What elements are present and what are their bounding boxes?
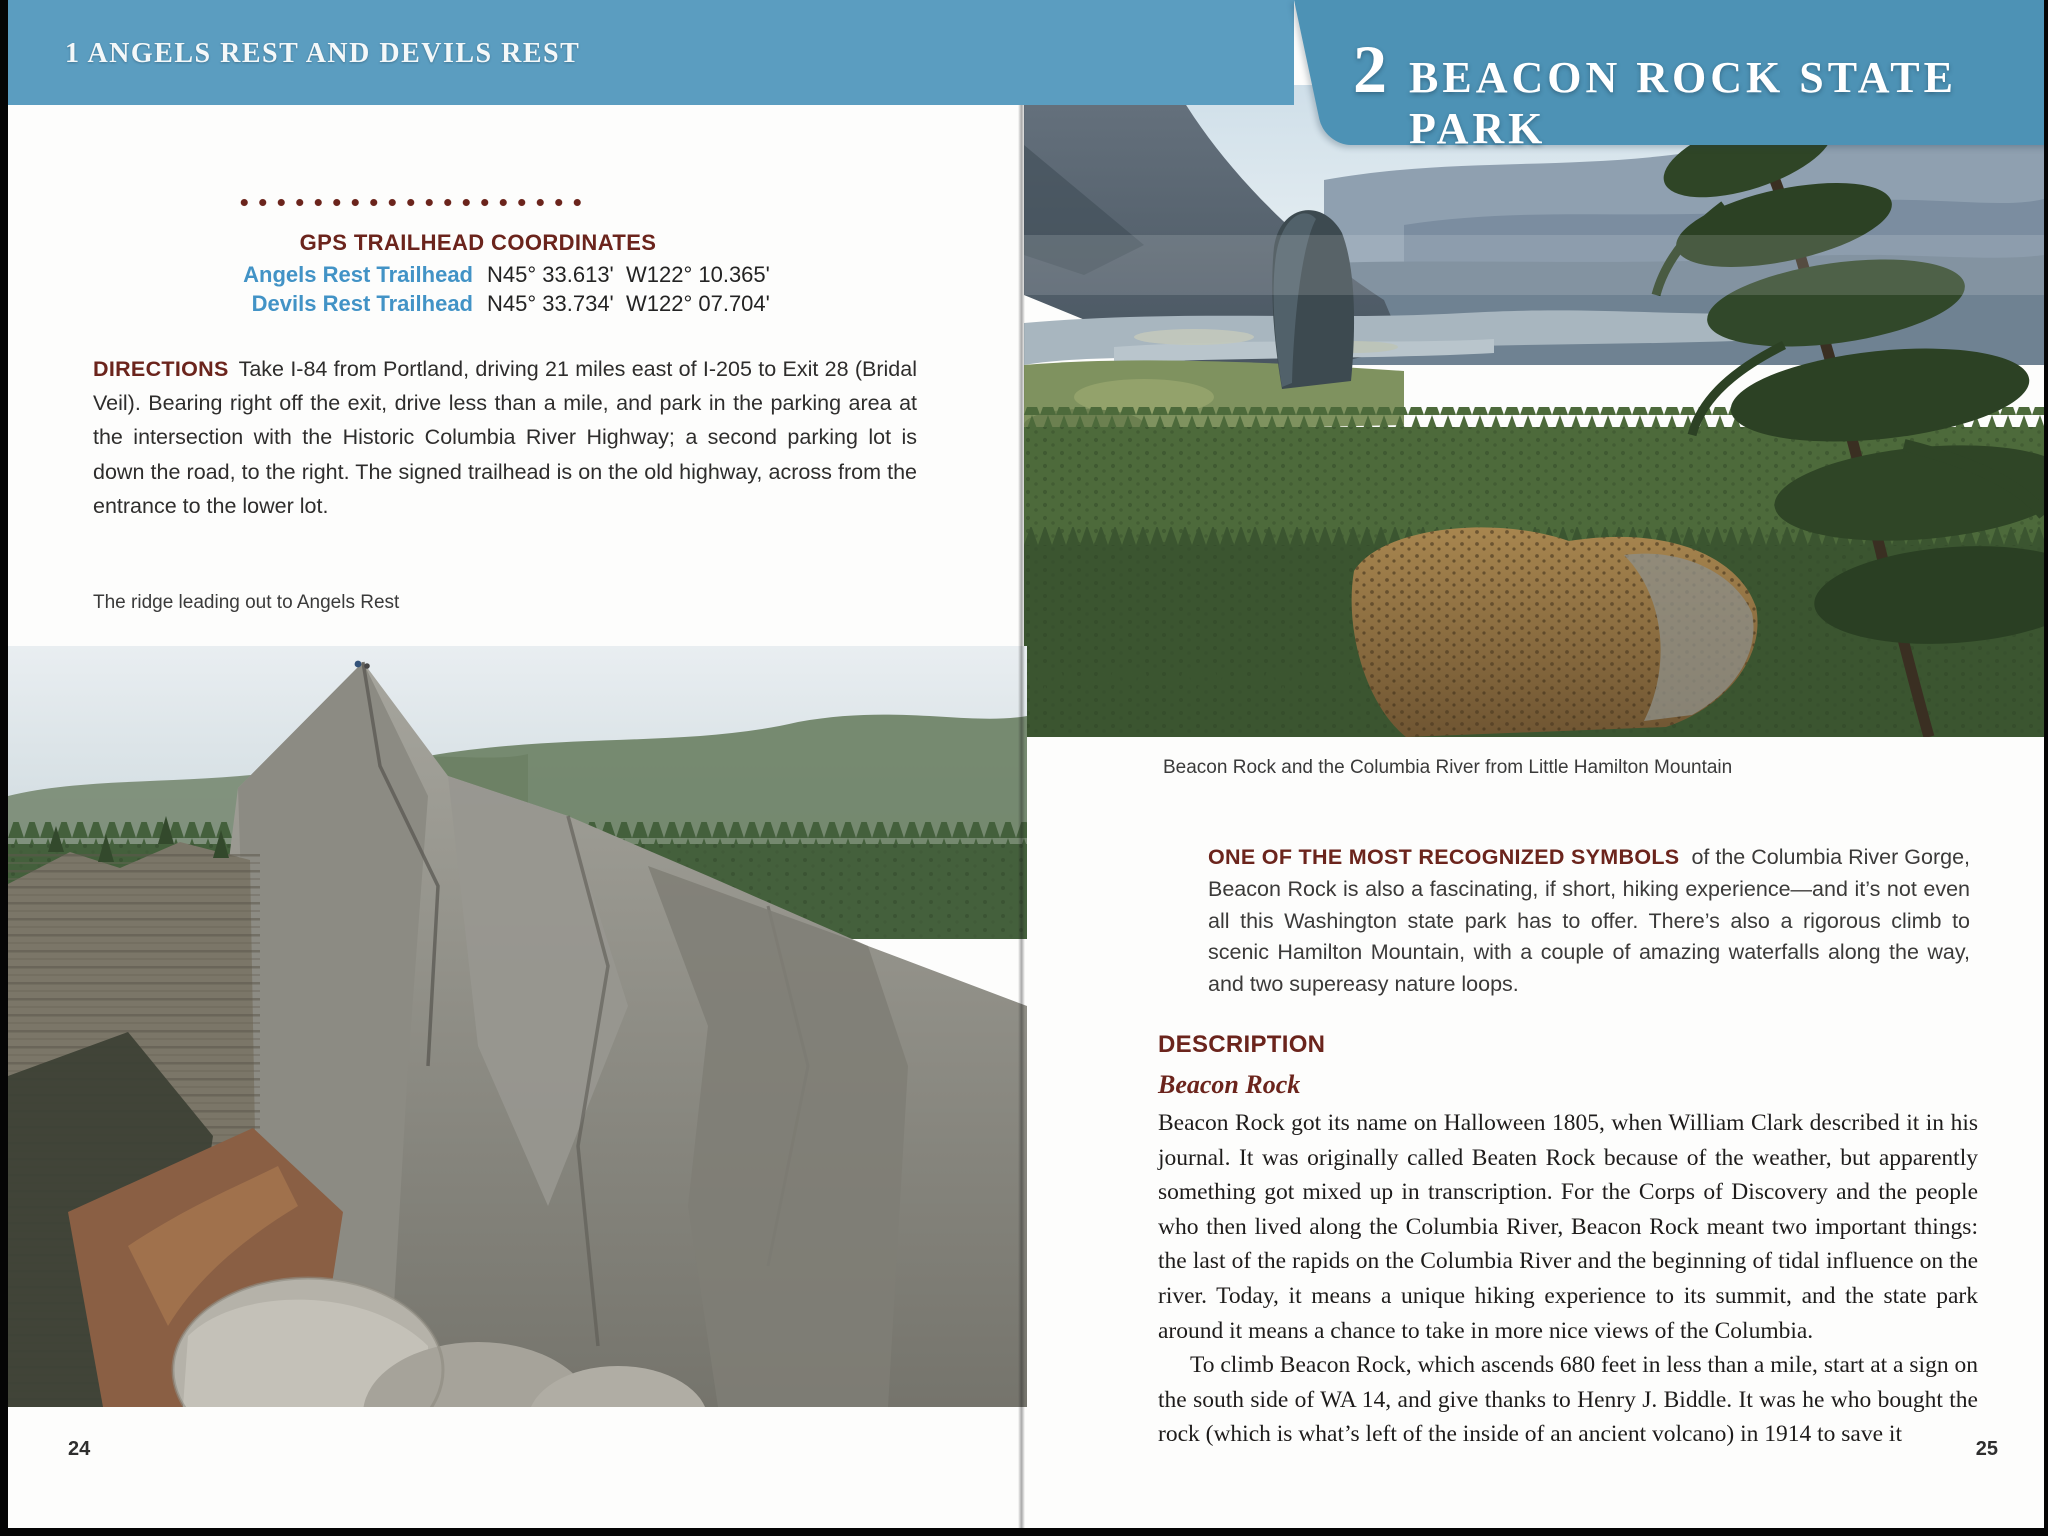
intro-paragraph	[1208, 842, 1970, 1001]
page-gutter	[1018, 0, 1025, 1528]
description-heading: DESCRIPTION	[1158, 1031, 1326, 1058]
intro-text: of the Columbia River Gorge, Beacon Rock is also a fascinating, if short, hiking experience—and it’s not even all this Washington state park has to offer. There’s also a rigorous climb to scenic Hamilton Mountain, with a couple of amazing waterfalls along the way, and two supereasy nature loops.	[1208, 845, 1970, 997]
gps-coordinates-list	[178, 260, 778, 318]
trailhead-name: Devils Rest Trailhead	[251, 291, 473, 316]
left-photo-caption: The ridge leading out to Angels Rest	[93, 592, 400, 613]
chapter-title-text: BEACON ROCK STATE PARK	[1409, 53, 1958, 153]
beacon-rock-subheading: Beacon Rock	[1158, 1070, 1301, 1099]
directions-label: DIRECTIONS	[93, 357, 229, 381]
trailhead-name: Angels Rest Trailhead	[243, 262, 473, 287]
scan-edge-right	[2044, 0, 2048, 1536]
intro-lead-in: ONE OF THE MOST RECOGNIZED SYMBOLS	[1208, 845, 1680, 869]
gps-row	[178, 289, 778, 318]
directions-paragraph	[93, 352, 917, 523]
right-photo-caption: Beacon Rock and the Columbia River from Little Hamilton Mountain	[1163, 757, 1733, 778]
gps-row	[178, 260, 778, 289]
page-number-left: 24	[68, 1438, 91, 1460]
description-body	[1158, 1106, 1978, 1452]
page-number-right: 25	[1975, 1438, 1998, 1460]
gps-coordinates-heading: GPS TRAILHEAD COORDINATES	[299, 230, 657, 255]
dotted-divider	[235, 198, 588, 207]
body-paragraph-1: Beacon Rock got its name on Halloween 1805, when William Clark described it in his journal. It was originally called Beaten Rock because of the weather, but apparently something got mixed up in transcription. For the Corps of Discovery and the people who then lived along the Columbia River, Beacon Rock meant two important things: the last of the rapids on the Columbia River and the beginning of tidal influence on the river. Today, it means a unique hiking experience to its summit, and the state park around it means a chance to take in more nice views of the Columbia.	[1158, 1110, 1978, 1344]
left-running-head: 1 ANGELS REST AND DEVILS REST	[65, 38, 581, 69]
angels-rest-photo	[8, 646, 1027, 1407]
trailhead-coordinates: N45° 33.613' W122° 10.365'	[487, 262, 770, 287]
scan-edge-bottom	[0, 1528, 2048, 1536]
chapter-number: 2	[1353, 31, 1389, 107]
directions-text: Take I-84 from Portland, driving 21 miles east of I-205 to Exit 28 (Bridal Veil). Bearing right off the exit, drive less than a mile, and park in the parking area at the intersection with the Historic Columbia River Highway; a second parking lot is down the road, to the right. The signed trailhead is on the old highway, across from the entrance to the lower lot.	[93, 357, 917, 518]
trailhead-coordinates: N45° 33.734' W122° 07.704'	[487, 291, 770, 316]
chapter-title	[1353, 30, 2044, 154]
body-paragraph-2: To climb Beacon Rock, which ascends 680 feet in less than a mile, start at a sign on the south side of WA 14, and give thanks to Henry J. Biddle. It was he who bought the rock (which is what’s left of the inside of an ancient volcano) in 1914 to save it	[1158, 1352, 1978, 1448]
page-spread	[8, 0, 2044, 1528]
beacon-rock-photo	[1024, 85, 2044, 737]
